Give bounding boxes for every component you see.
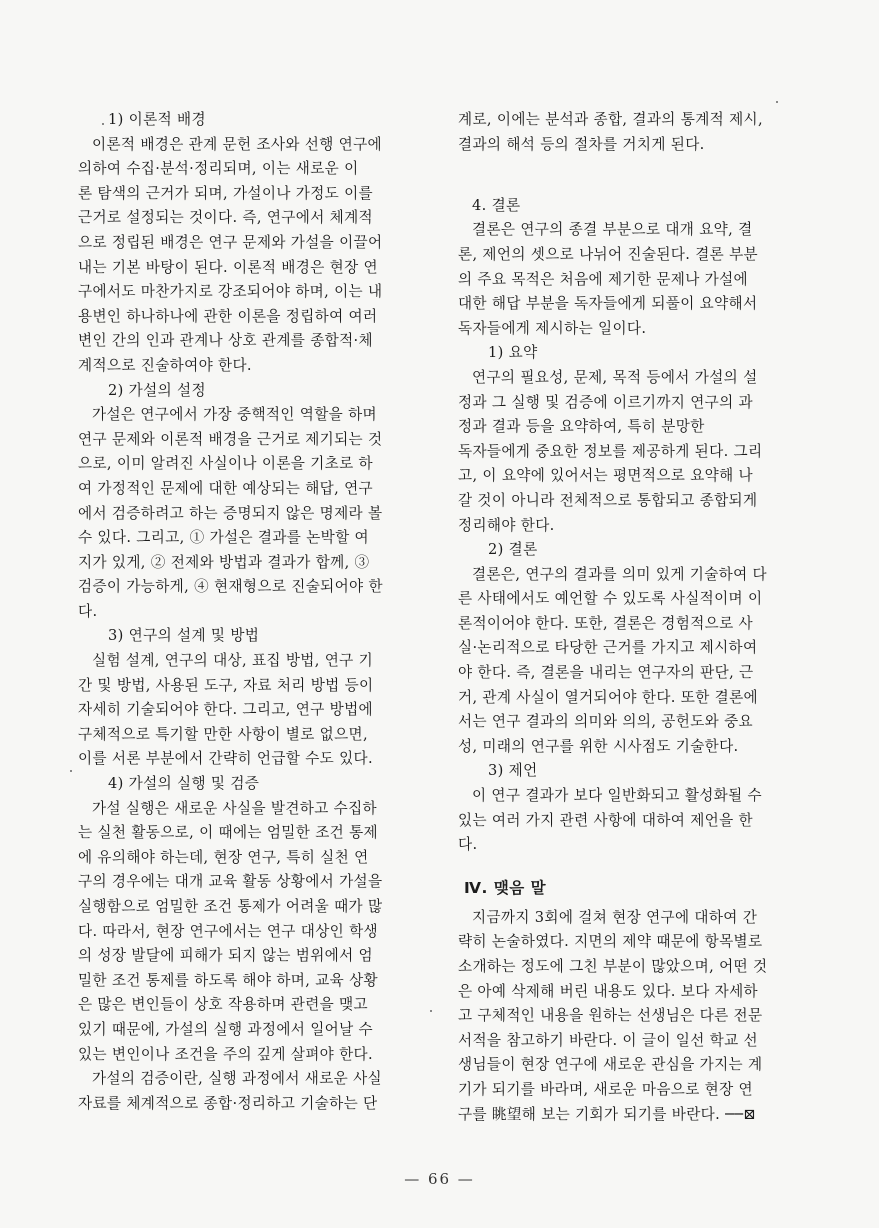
conclusion-text-line: 있는 여러 가지 관련 사항에 대하여 제언을 한: [458, 811, 753, 829]
section-heading-closing: Ⅳ. 맺음 말: [464, 878, 547, 897]
right-text-line: 결과의 해석 등의 절차를 거치게 된다.: [458, 135, 705, 153]
conclusion-text-line: 론적이어야 한다. 또한, 결론은 경험적으로 사: [458, 614, 753, 632]
conclusion-text-line: 서는 연구 결과의 의미와 의의, 공헌도와 중요: [458, 713, 753, 731]
conclusion-text-line: 결론은 연구의 종결 부분으로 대개 요약, 결: [472, 221, 753, 239]
conclusion-subheading: 1) 요약: [488, 344, 538, 362]
right-column: [458, 108, 810, 1127]
left-text-line: 다.: [78, 602, 98, 620]
conclusion-text-line: 독자들에게 중요한 정보를 제공하게 된다. 그리: [458, 442, 763, 460]
left-text-line: 으로, 이미 알려진 사실이나 이론을 기초로 하: [78, 455, 373, 473]
left-text-line: 은 많은 변인들이 상호 작용하며 관련을 맺고: [78, 996, 368, 1014]
conclusion-text-line: 대한 해답 부분을 독자들에게 되풀이 요약해서: [458, 295, 758, 313]
left-text-line: 연구 문제와 이론적 배경을 근거로 제기되는 것: [78, 430, 383, 448]
closing-text-line: 소개하는 정도에 그친 부분이 많았으며, 어떤 것: [458, 958, 768, 975]
left-text-line: 론 탐색의 근거가 되며, 가설이나 가정도 이를: [78, 184, 373, 202]
left-text-line: 가설 실행은 새로운 사실을 발견하고 수집하: [92, 799, 378, 817]
left-text-line: 으로 정립된 배경은 연구 문제와 가설을 이끌어: [78, 233, 383, 251]
page-number: — 66 —: [404, 1170, 475, 1188]
closing-text-line: 고 구체적인 내용을 원하는 선생님은 다른 전문: [458, 1007, 763, 1025]
scan-speck: [102, 123, 104, 125]
closing-text-line: 은 아예 삭제해 버린 내용도 있다. 보다 자세하: [458, 982, 758, 1000]
left-text-line: 있기 때문에, 가설의 실행 과정에서 일어날 수: [78, 1020, 373, 1038]
conclusion-text-line: 거, 관계 사실이 열거되어야 한다. 또한 결론에: [458, 688, 758, 706]
conclusion-text-line: 의 주요 목적은 처음에 제기한 문제나 가설에: [458, 270, 748, 288]
conclusion-text-line: 연구의 필요성, 문제, 목적 등에서 가설의 설: [472, 368, 758, 386]
scan-speck: [776, 101, 778, 103]
closing-text-line: 구를 眺望해 보는 기회가 되기를 바란다. ──⊠: [458, 1105, 756, 1123]
right-text-line: 계로, 이에는 분석과 종합, 결과의 통계적 제시,: [458, 111, 763, 128]
left-text-line: 는 실천 활동으로, 이 때에는 엄밀한 조건 통제: [78, 824, 378, 842]
conclusion-subheading: 3) 제언: [488, 762, 538, 780]
conclusion-text-line: 이 연구 결과가 보다 일반화되고 활성화될 수: [472, 787, 762, 805]
left-text-line: 가설은 연구에서 가장 중핵적인 역할을 하며: [92, 406, 378, 424]
left-text-line: 다. 따라서, 현장 연구에서는 연구 대상인 학생: [78, 922, 378, 940]
closing-text-line: 지금까지 3회에 걸쳐 현장 연구에 대하여 간: [472, 908, 758, 926]
left-column: [78, 108, 423, 1116]
left-text-line: 이를 서론 부분에서 간략히 언급할 수도 있다.: [78, 750, 373, 768]
left-text-line: 계적으로 진술하여야 한다.: [78, 356, 252, 374]
conclusion-text-line: 야 한다. 즉, 결론을 내리는 연구자의 판단, 근: [458, 664, 754, 682]
conclusion-subheading: 2) 결론: [488, 541, 538, 559]
left-subheading: 2) 가설의 설정: [108, 381, 206, 399]
conclusion-text-line: 정리해야 한다.: [458, 516, 555, 534]
closing-text-line: 략히 논술하였다. 지면의 제약 때문에 항목별로: [458, 933, 763, 951]
left-text-line: 구의 경우에는 대개 교육 활동 상황에서 가설을: [78, 873, 383, 891]
left-subheading: 1) 이론적 배경: [108, 111, 206, 128]
conclusion-text-line: 갈 것이 아니라 전체적으로 통합되고 종합되게: [458, 491, 758, 509]
conclusion-text-line: 정과 결과 등을 요약하여, 특히 분망한: [458, 418, 705, 436]
left-text-line: 내는 기본 바탕이 된다. 이론적 배경은 현장 연: [78, 258, 378, 276]
left-text-line: 이론적 배경은 관계 문헌 조사와 선행 연구에: [92, 135, 382, 153]
conclusion-text-line: 정과 그 실행 및 검증에 이르기까지 연구의 과: [458, 393, 753, 411]
conclusion-text-line: 성, 미래의 연구를 위한 시사점도 기술한다.: [458, 737, 739, 755]
left-subheading: 4) 가설의 실행 및 검증: [108, 775, 260, 793]
conclusion-text-line: 다.: [458, 836, 478, 854]
left-text-line: 용변인 하나하나에 관한 이론을 정립하여 여러: [78, 307, 378, 325]
conclusion-text-line: 독자들에게 제시하는 일이다.: [458, 319, 647, 337]
left-text-line: 자료를 체계적으로 종합·정리하고 기술하는 단: [78, 1094, 378, 1112]
left-text-line: 자세히 기술되어야 한다. 그리고, 연구 방법에: [78, 701, 373, 719]
left-text-line: 구체적으로 특기할 만한 사항이 별로 없으면,: [78, 725, 368, 743]
left-text-line: 가설의 검증이란, 실행 과정에서 새로운 사실: [92, 1070, 382, 1088]
left-text-line: 에 유의해야 하는데, 현장 연구, 특히 실천 연: [78, 848, 369, 866]
left-text-line: 실행함으로 엄밀한 조건 통제가 어려울 때가 많: [78, 898, 383, 915]
left-text-line: 있는 변인이나 조건을 주의 깊게 살펴야 한다.: [78, 1045, 373, 1063]
left-text-line: 밀한 조건 통제를 하도록 해야 하며, 교육 상황: [78, 971, 378, 989]
left-text-line: 검증이 가능하게, ④ 현재형으로 진술되어야 한: [78, 578, 383, 596]
left-text-line: 실험 설계, 연구의 대상, 표집 방법, 연구 기: [92, 652, 374, 670]
left-text-line: 수 있다. 그리고, ① 가설은 결과를 논박할 여: [78, 529, 370, 547]
left-text-line: 간 및 방법, 사용된 도구, 자료 처리 방법 등이: [78, 676, 374, 694]
closing-text-line: 서적을 참고하기 바란다. 이 글이 일선 학교 선: [458, 1031, 758, 1049]
conclusion-text-line: 결론은, 연구의 결과를 의미 있게 기술하여 다: [472, 565, 767, 583]
conclusion-text-line: 고, 이 요약에 있어서는 평면적으로 요약해 나: [458, 467, 753, 485]
left-text-line: 에서 검증하려고 하는 증명되지 않은 명제라 볼: [78, 504, 383, 522]
section-heading-conclusion: 4. 결론: [472, 196, 521, 214]
left-text-line: 변인 간의 인과 관계나 상호 관계를 종합적·체: [78, 332, 373, 350]
left-text-line: 지가 있게, ② 전제와 방법과 결과가 합께, ③: [78, 553, 370, 571]
conclusion-text-line: 론, 제언의 셋으로 나뉘어 진술된다. 결론 부분: [458, 245, 758, 263]
left-subheading: 3) 연구의 설계 및 방법: [108, 627, 260, 645]
left-text-line: 여 가정적인 문제에 대한 예상되는 해답, 연구: [78, 479, 373, 497]
closing-text-line: 생님들이 현장 연구에 새로운 관심을 가지는 계: [458, 1056, 763, 1074]
conclusion-text-line: 른 사태에서도 예언할 수 있도록 사실적이며 이: [458, 590, 763, 608]
closing-text-line: 기가 되기를 바라며, 새로운 마음으로 현장 연: [458, 1080, 753, 1098]
scan-speck: [430, 1010, 432, 1012]
scan-speck: [70, 770, 72, 772]
conclusion-text-line: 실·논리적으로 타당한 근거를 가지고 제시하여: [458, 639, 758, 657]
left-text-line: 근거로 설정되는 것이다. 즉, 연구에서 체계적: [78, 209, 373, 227]
left-text-line: 의 성장 발달에 피해가 되지 않는 범위에서 엄: [78, 947, 373, 965]
left-text-line: 구에서도 마찬가지로 강조되어야 하며, 이는 내: [78, 283, 383, 301]
left-text-line: 의하여 수집·분석·정리되며, 이는 새로운 이: [78, 160, 359, 178]
